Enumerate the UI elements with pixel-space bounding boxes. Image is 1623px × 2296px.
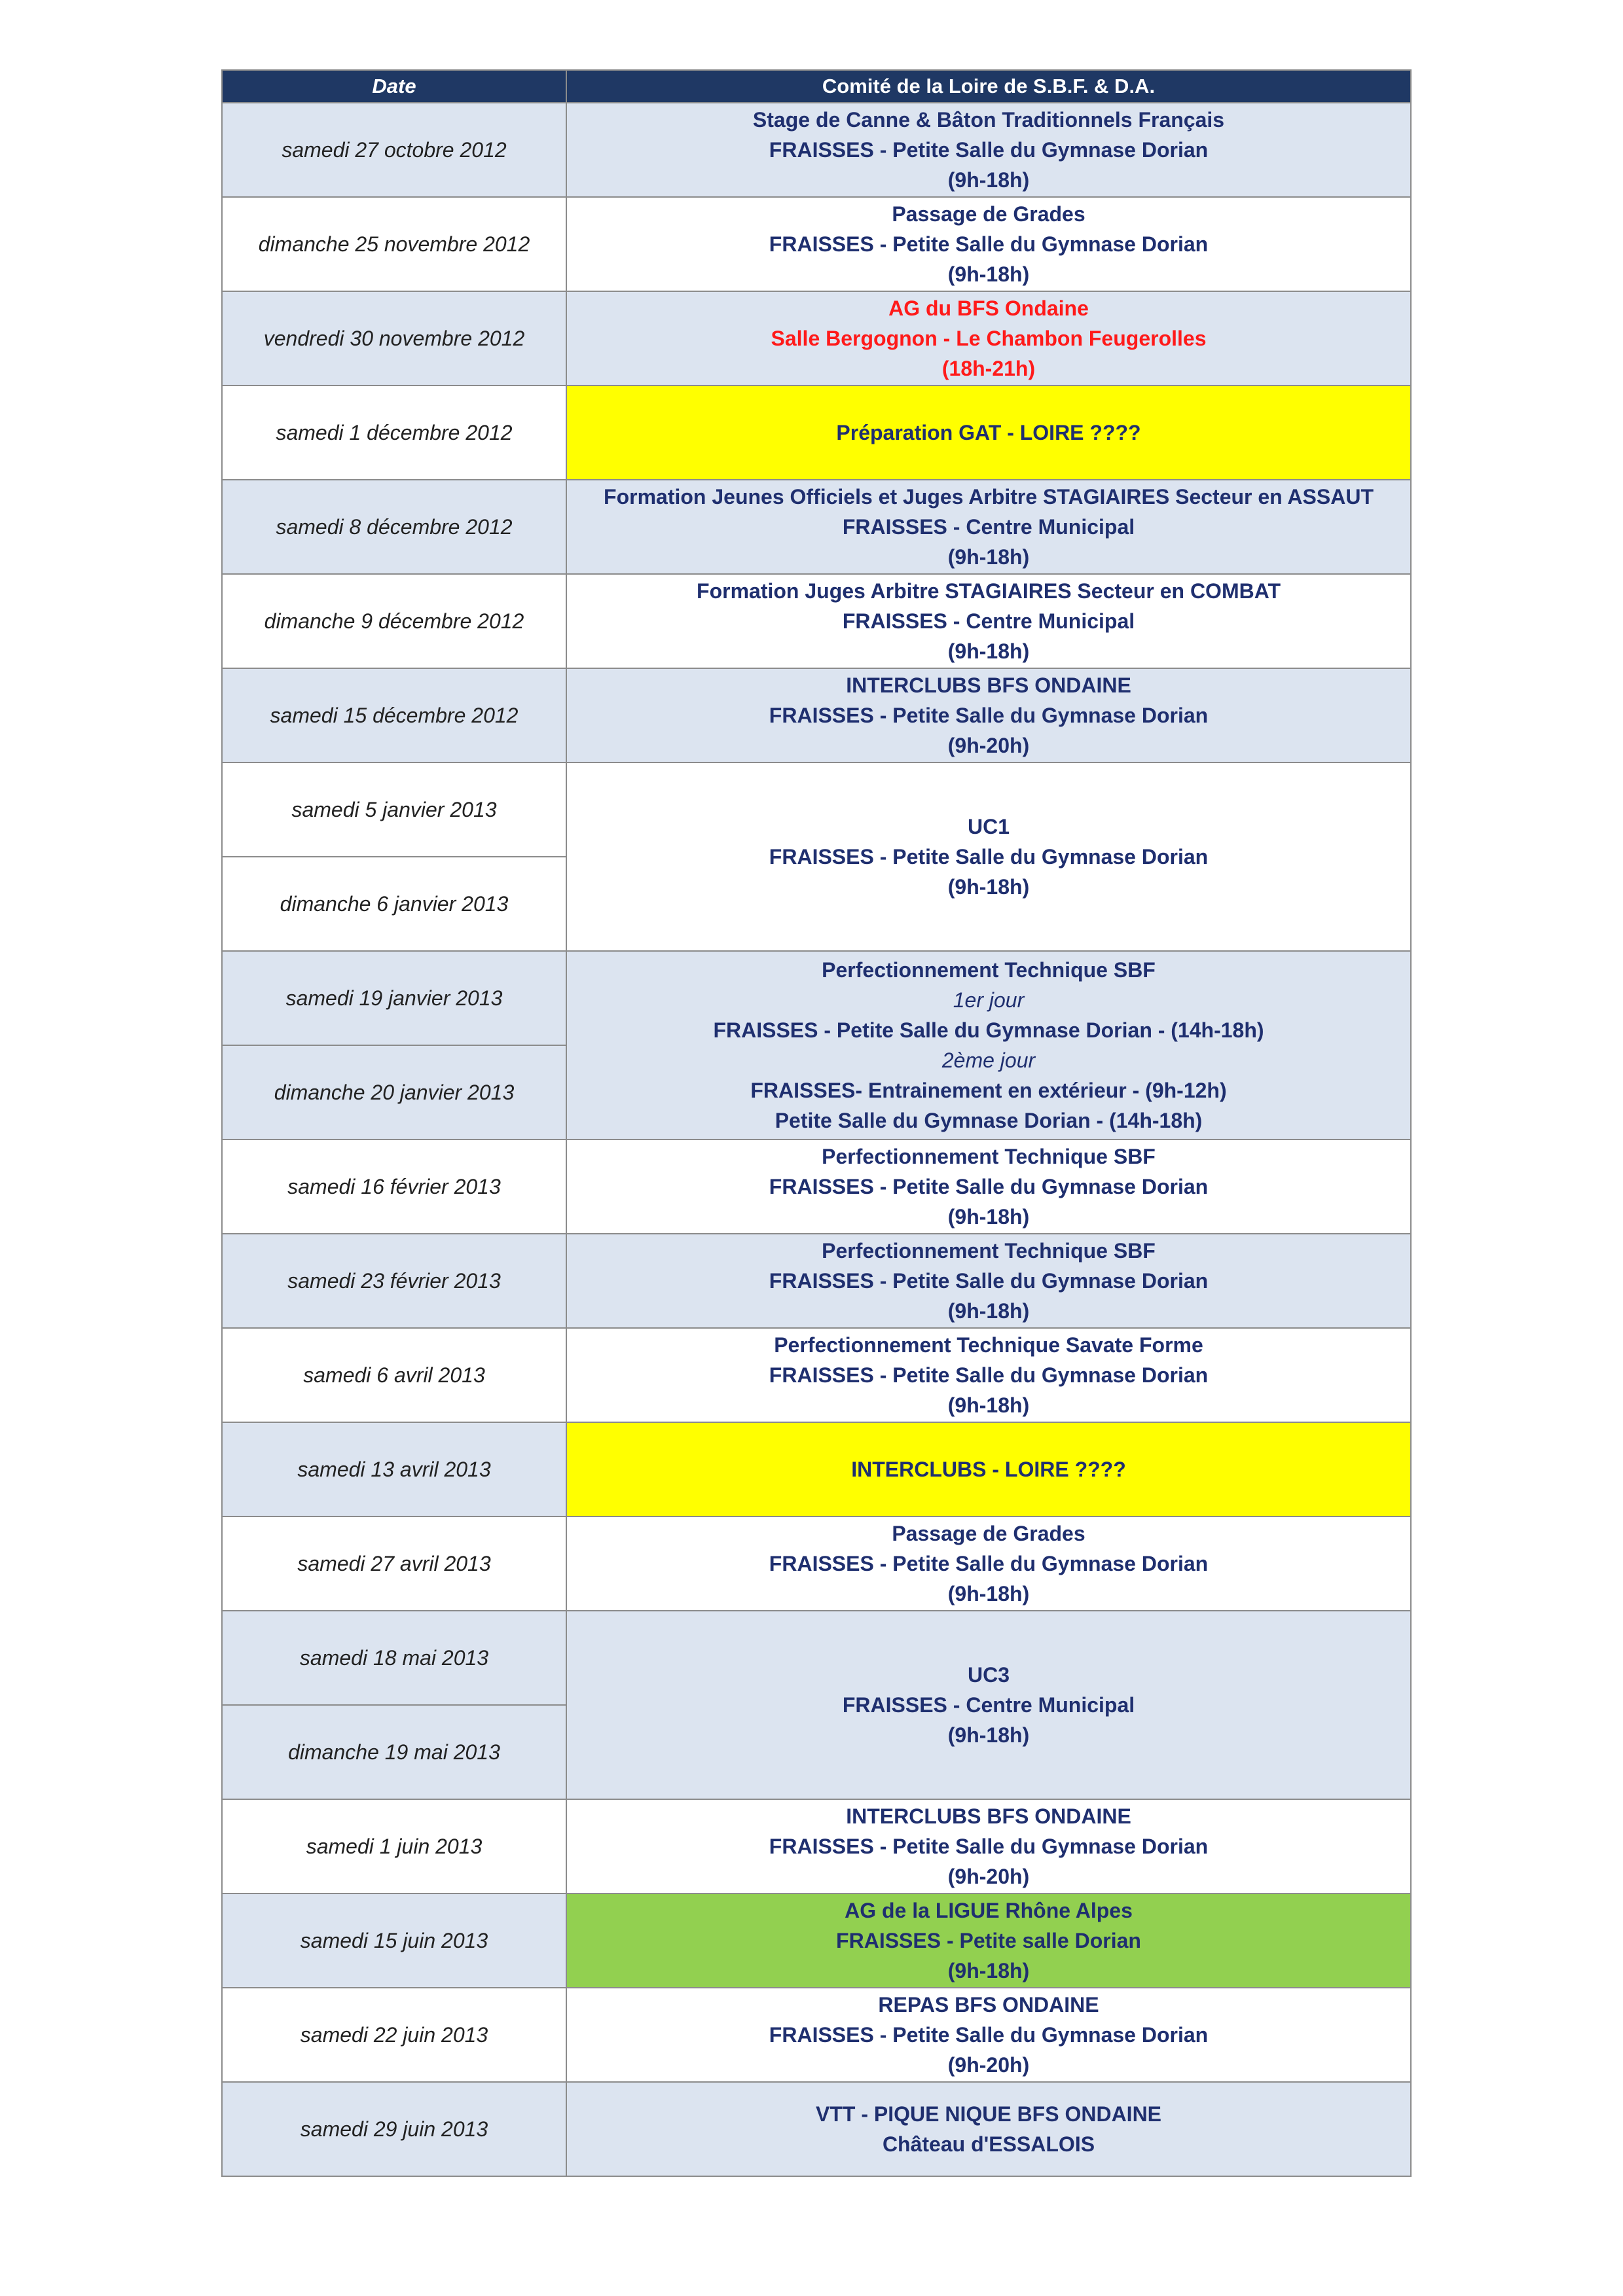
event-cell xyxy=(566,1422,1411,1516)
event-time: (9h-20h) xyxy=(947,734,1030,757)
table-row xyxy=(222,762,1411,857)
table-row xyxy=(222,1328,1411,1422)
event-time: (9h-20h) xyxy=(947,1865,1030,1888)
event-time: (9h-18h) xyxy=(947,545,1030,569)
date-cell: dimanche 9 décembre 2012 xyxy=(222,574,566,668)
event-cell xyxy=(566,1234,1411,1328)
event-location: FRAISSES - Centre Municipal xyxy=(842,1693,1135,1717)
table-row xyxy=(222,668,1411,762)
table-row xyxy=(222,951,1411,1045)
event-title: INTERCLUBS BFS ONDAINE xyxy=(846,673,1131,697)
event-time: (9h-18h) xyxy=(947,168,1030,192)
table-row xyxy=(222,1611,1411,1705)
event-time: (9h-18h) xyxy=(947,1393,1030,1417)
event-location: FRAISSES - Petite Salle du Gymnase Dorian xyxy=(769,138,1209,162)
event-location: FRAISSES - Centre Municipal xyxy=(842,515,1135,539)
event-cell xyxy=(566,2082,1411,2176)
event-location: FRAISSES - Petite Salle du Gymnase Dorian xyxy=(769,1175,1209,1198)
event-time: (9h-18h) xyxy=(947,1299,1030,1323)
table-row xyxy=(222,2082,1411,2176)
event-title: Formation Juges Arbitre STAGIAIRES Secteur en COMBAT xyxy=(697,579,1281,603)
table-row xyxy=(222,1988,1411,2082)
event-location: FRAISSES - Petite Salle du Gymnase Dorian xyxy=(769,1363,1209,1387)
table-row xyxy=(222,291,1411,386)
event-location: FRAISSES - Petite Salle du Gymnase Dorian xyxy=(769,1269,1209,1293)
event-location: FRAISSES - Petite Salle du Gymnase Dorian xyxy=(769,232,1209,256)
event-location: FRAISSES - Petite Salle du Gymnase Dorian - (14h-18h) xyxy=(713,1018,1264,1042)
event-location: FRAISSES - Petite Salle du Gymnase Dorian xyxy=(769,2023,1209,2047)
event-location: FRAISSES - Petite salle Dorian xyxy=(836,1929,1141,1952)
event-time: (9h-18h) xyxy=(947,1205,1030,1229)
event-title: INTERCLUBS - LOIRE ???? xyxy=(851,1458,1126,1481)
header-row xyxy=(222,70,1411,103)
event-title: UC1 xyxy=(967,815,1010,838)
event-title: UC3 xyxy=(967,1663,1010,1687)
event-title: INTERCLUBS BFS ONDAINE xyxy=(846,1804,1131,1828)
table-row xyxy=(222,1234,1411,1328)
event-title: Perfectionnement Technique SBF xyxy=(822,1145,1156,1168)
event-location: Salle Bergognon - Le Chambon Feugerolles xyxy=(771,327,1207,350)
date-cell: dimanche 25 novembre 2012 xyxy=(222,197,566,291)
table-row xyxy=(222,1139,1411,1234)
date-cell: samedi 16 février 2013 xyxy=(222,1139,566,1234)
event-time: (9h-18h) xyxy=(947,1582,1030,1605)
date-cell: samedi 27 octobre 2012 xyxy=(222,103,566,197)
event-cell xyxy=(566,1799,1411,1893)
date-cell: samedi 19 janvier 2013 xyxy=(222,951,566,1045)
date-cell: samedi 15 décembre 2012 xyxy=(222,668,566,762)
table-row xyxy=(222,386,1411,480)
table-row xyxy=(222,197,1411,291)
event-cell xyxy=(566,1516,1411,1611)
event-location: FRAISSES - Petite Salle du Gymnase Dorian xyxy=(769,704,1209,727)
event-title: Perfectionnement Technique SBF xyxy=(822,1239,1156,1263)
event-title: Perfectionnement Technique SBF xyxy=(822,958,1156,982)
date-cell: samedi 13 avril 2013 xyxy=(222,1422,566,1516)
date-cell: samedi 22 juin 2013 xyxy=(222,1988,566,2082)
event-location: Petite Salle du Gymnase Dorian - (14h-18h) xyxy=(775,1109,1203,1132)
event-cell xyxy=(566,1893,1411,1988)
event-time: (9h-18h) xyxy=(947,1959,1030,1982)
event-cell xyxy=(566,762,1411,951)
event-title: Perfectionnement Technique Savate Forme xyxy=(774,1333,1203,1357)
table-row xyxy=(222,1516,1411,1611)
event-cell xyxy=(566,1139,1411,1234)
event-location: FRAISSES - Petite Salle du Gymnase Dorian xyxy=(769,1552,1209,1575)
event-cell xyxy=(566,291,1411,386)
date-cell: samedi 18 mai 2013 xyxy=(222,1611,566,1705)
date-cell: samedi 15 juin 2013 xyxy=(222,1893,566,1988)
table-row xyxy=(222,1422,1411,1516)
event-cell xyxy=(566,951,1411,1139)
table-row xyxy=(222,1799,1411,1893)
event-location: Château d'ESSALOIS xyxy=(882,2132,1095,2156)
event-time: (9h-18h) xyxy=(947,262,1030,286)
date-cell: samedi 8 décembre 2012 xyxy=(222,480,566,574)
event-title: AG du BFS Ondaine xyxy=(888,296,1089,320)
event-location: FRAISSES - Petite Salle du Gymnase Dorian xyxy=(769,845,1209,869)
event-title: Passage de Grades xyxy=(892,202,1085,226)
event-title: AG de la LIGUE Rhône Alpes xyxy=(845,1899,1133,1922)
event-day-label: 1er jour xyxy=(953,988,1025,1012)
event-cell xyxy=(566,197,1411,291)
date-cell: vendredi 30 novembre 2012 xyxy=(222,291,566,386)
date-column-header: Date xyxy=(222,70,566,103)
date-cell: samedi 29 juin 2013 xyxy=(222,2082,566,2176)
date-cell: samedi 23 février 2013 xyxy=(222,1234,566,1328)
event-title: Préparation GAT - LOIRE ???? xyxy=(836,421,1141,444)
event-cell xyxy=(566,386,1411,480)
date-cell: dimanche 6 janvier 2013 xyxy=(222,857,566,951)
event-cell xyxy=(566,668,1411,762)
event-title: Formation Jeunes Officiels et Juges Arbitre STAGIAIRES Secteur en ASSAUT xyxy=(604,485,1374,509)
date-cell: samedi 27 avril 2013 xyxy=(222,1516,566,1611)
event-time: (18h-21h) xyxy=(941,357,1036,380)
event-title: Passage de Grades xyxy=(892,1522,1085,1545)
event-location: FRAISSES - Petite Salle du Gymnase Dorian xyxy=(769,1835,1209,1858)
event-cell xyxy=(566,1611,1411,1799)
date-cell: dimanche 19 mai 2013 xyxy=(222,1705,566,1799)
event-cell xyxy=(566,1328,1411,1422)
event-day-label: 2ème jour xyxy=(941,1049,1036,1072)
date-cell: samedi 6 avril 2013 xyxy=(222,1328,566,1422)
event-time: (9h-18h) xyxy=(947,639,1030,663)
date-cell: samedi 1 juin 2013 xyxy=(222,1799,566,1893)
event-title: Stage de Canne & Bâton Traditionnels Français xyxy=(752,108,1225,132)
date-cell: samedi 1 décembre 2012 xyxy=(222,386,566,480)
event-title: REPAS BFS ONDAINE xyxy=(878,1993,1099,2017)
event-cell xyxy=(566,574,1411,668)
table-row xyxy=(222,1893,1411,1988)
event-time: (9h-18h) xyxy=(947,875,1030,899)
date-cell: samedi 5 janvier 2013 xyxy=(222,762,566,857)
event-cell xyxy=(566,103,1411,197)
event-time: (9h-20h) xyxy=(947,2053,1030,2077)
event-cell xyxy=(566,1988,1411,2082)
schedule-table xyxy=(221,69,1412,2177)
event-location: FRAISSES - Centre Municipal xyxy=(842,609,1135,633)
event-column-header: Comité de la Loire de S.B.F. & D.A. xyxy=(566,70,1411,103)
table-row xyxy=(222,103,1411,197)
table-row xyxy=(222,574,1411,668)
event-cell xyxy=(566,480,1411,574)
table-row xyxy=(222,480,1411,574)
date-cell: dimanche 20 janvier 2013 xyxy=(222,1045,566,1139)
event-location: FRAISSES- Entrainement en extérieur - (9h-12h) xyxy=(750,1079,1227,1102)
event-time: (9h-18h) xyxy=(947,1723,1030,1747)
event-title: VTT - PIQUE NIQUE BFS ONDAINE xyxy=(815,2102,1162,2126)
